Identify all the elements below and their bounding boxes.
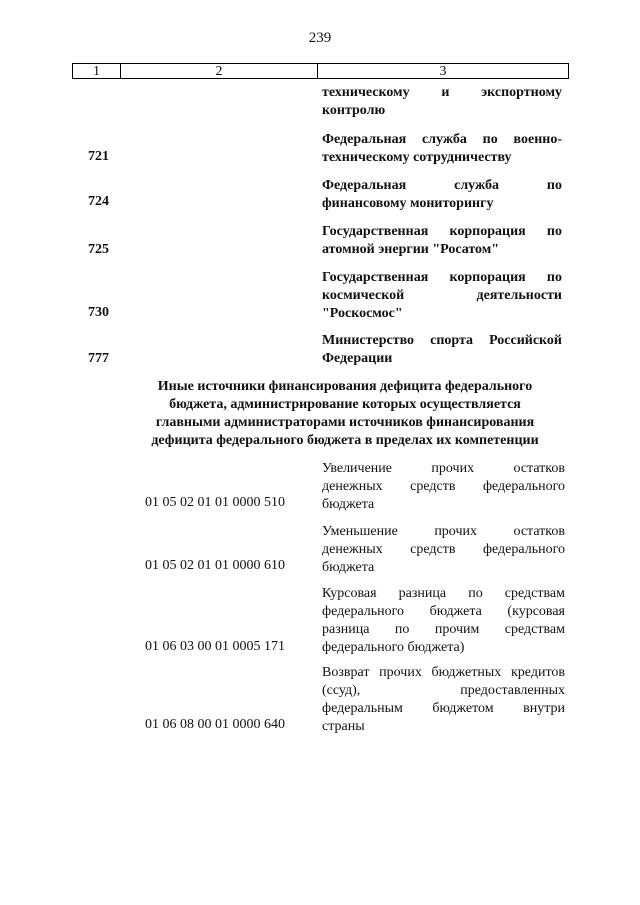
row-name <box>322 523 565 577</box>
row-name-line: (ссуд), предоставленных <box>322 683 565 698</box>
row-code: 721 <box>88 149 109 164</box>
row-name-line: федерального бюджета) <box>322 640 465 655</box>
row-code: 730 <box>88 305 109 320</box>
row-name <box>322 460 565 514</box>
row-name <box>322 131 562 167</box>
row-name-line: Курсовая разница по средствам <box>322 586 565 601</box>
row-name-line: Министерство спорта Российской <box>322 333 562 348</box>
row-name-line: "Роскосмос" <box>322 306 403 321</box>
row-name-line: бюджета <box>322 497 375 512</box>
header-col-2: 2 <box>120 64 318 78</box>
row-name <box>322 585 565 657</box>
row-name-line: денежных средств федерального <box>322 542 565 557</box>
row-code: 01 05 02 01 01 0000 610 <box>145 558 285 573</box>
header-col-1: 1 <box>93 64 100 79</box>
row-name-line: денежных средств федерального <box>322 479 565 494</box>
row-name-line: Федеральная служба по <box>322 178 562 193</box>
section-title-line: главными администраторами источников финансирования <box>155 415 535 430</box>
row-name-line: Государственная корпорация по <box>322 224 562 239</box>
row-code: 725 <box>88 242 109 257</box>
continuation-line: контролю <box>322 103 386 118</box>
row-name <box>322 664 565 736</box>
row-name <box>322 269 562 323</box>
row-name-line: Государственная корпорация по <box>322 270 562 285</box>
row-name-line: финансовому мониторингу <box>322 196 494 211</box>
page-number: 239 <box>308 30 332 46</box>
row-name-line: Уменьшение прочих остатков <box>322 524 565 539</box>
header-col-3: 3 <box>439 64 447 79</box>
row-code: 777 <box>88 351 109 366</box>
row-name-line: федерального бюджета (курсовая <box>322 604 565 619</box>
table-header <box>72 63 569 79</box>
row-name <box>322 177 562 213</box>
row-name-line: страны <box>322 719 365 734</box>
row-name-line: федеральным бюджетом внутри <box>322 701 565 716</box>
row-code: 01 06 08 00 01 0000 640 <box>145 717 285 732</box>
continuation-line: техническому и экспортному <box>322 85 562 100</box>
continuation-text <box>322 84 562 120</box>
row-code: 01 05 02 01 01 0000 510 <box>145 495 285 510</box>
row-name-line: космической деятельности <box>322 288 562 303</box>
row-name-line: бюджета <box>322 560 375 575</box>
section-title <box>120 378 570 450</box>
row-name-line: техническому сотрудничеству <box>322 150 512 165</box>
row-name-line: разница по прочим средствам <box>322 622 565 637</box>
row-name-line: Федерации <box>322 351 393 366</box>
section-title-line: Иные источники финансирования дефицита федерального <box>157 379 533 394</box>
row-name-line: Увеличение прочих остатков <box>322 461 565 476</box>
row-name-line: Федеральная служба по военно- <box>322 132 562 147</box>
section-title-line: бюджета, администрирование которых осуществляется <box>169 397 521 412</box>
row-name-line: атомной энергии "Росатом" <box>322 242 500 257</box>
row-code: 01 06 03 00 01 0005 171 <box>145 639 285 654</box>
row-code: 724 <box>88 194 109 209</box>
section-title-line: дефицита федерального бюджета в пределах их компетенции <box>151 433 539 448</box>
row-name-line: Возврат прочих бюджетных кредитов <box>322 665 565 680</box>
row-name <box>322 223 562 259</box>
row-name <box>322 332 562 368</box>
